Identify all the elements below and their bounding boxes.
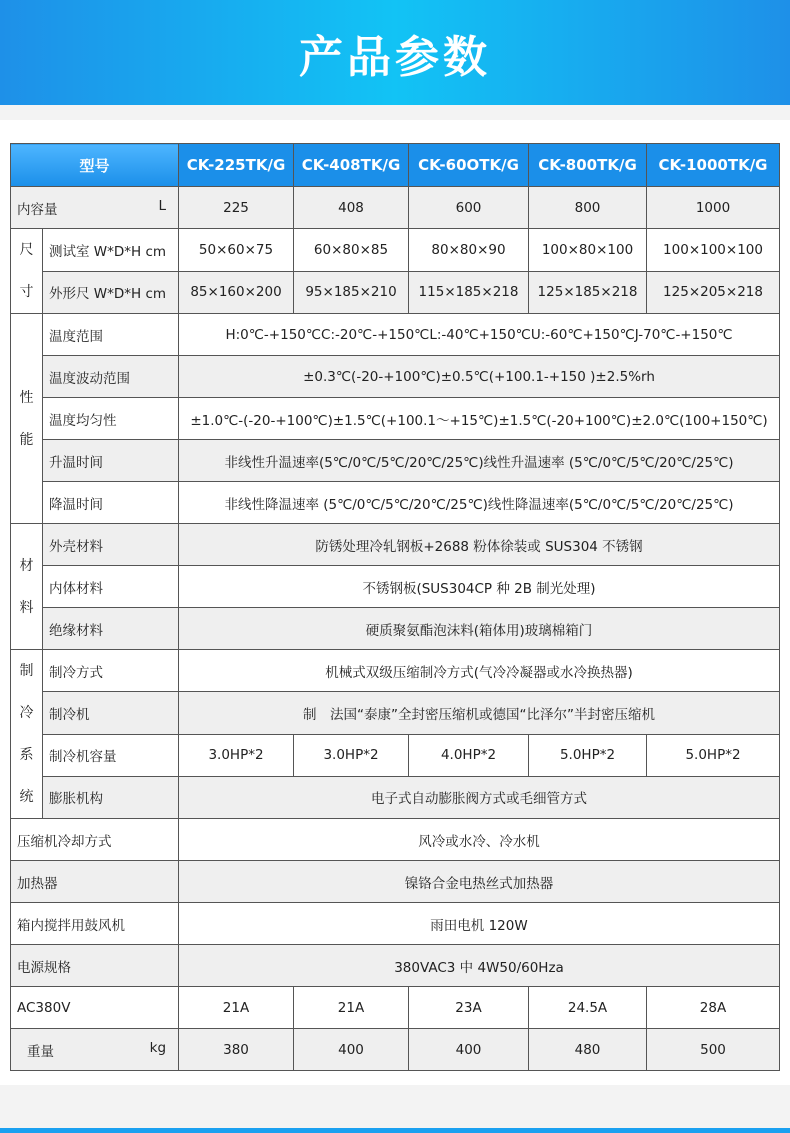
- table-cell: 1000: [647, 187, 780, 229]
- table-row: [11, 819, 780, 861]
- model-name: CK-800TK/G: [529, 144, 647, 187]
- table-row: [11, 271, 780, 314]
- table-cell: 镍铬合金电热丝式加热器: [179, 861, 780, 903]
- table-cell: 408: [294, 187, 409, 229]
- table-cell: 115×185×218: [409, 271, 529, 314]
- row-label: 箱内搅拌用鼓风机: [11, 903, 179, 945]
- table-cell: 3.0HP*2: [294, 734, 409, 776]
- table-row: [11, 987, 780, 1029]
- table-cell: 480: [529, 1029, 647, 1071]
- table-cell: 硬质聚氨酯泡沫料(箱体用)玻璃棉箱门: [179, 608, 780, 650]
- table-cell: 800: [529, 187, 647, 229]
- row-label: 温度均匀性: [43, 398, 179, 440]
- table-cell: 400: [409, 1029, 529, 1071]
- table-cell: 80×80×90: [409, 229, 529, 272]
- table-cell: H:0℃-+150℃C:-20℃-+150℃L:-40℃+150℃U:-60℃+150℃J-70℃-+150℃: [179, 314, 780, 356]
- row-label: 降温时间: [43, 482, 179, 524]
- spec-table: [10, 143, 780, 1071]
- material-group-label: 材 料: [11, 524, 43, 650]
- table-cell: 21A: [179, 987, 294, 1029]
- table-row: [11, 440, 780, 482]
- row-label: 制冷机: [43, 692, 179, 734]
- table-cell: 60×80×85: [294, 229, 409, 272]
- model-name: CK-408TK/G: [294, 144, 409, 187]
- table-cell: 21A: [294, 987, 409, 1029]
- table-cell: 3.0HP*2: [179, 734, 294, 776]
- table-cell: 85×160×200: [179, 271, 294, 314]
- table-cell: 95×185×210: [294, 271, 409, 314]
- table-row: [11, 945, 780, 987]
- row-label: 电源规格: [11, 945, 179, 987]
- size-group-label: 尺 寸: [11, 229, 43, 314]
- table-cell: 28A: [647, 987, 780, 1029]
- table-cell: 不锈钢板(SUS304CP 种 2B 制光处理): [179, 566, 780, 608]
- model-label: 型号: [11, 144, 179, 187]
- row-label: 膨胀机构: [43, 776, 179, 818]
- capacity-label-cell: [11, 187, 179, 229]
- table-cell: 125×185×218: [529, 271, 647, 314]
- table-row: [11, 229, 780, 272]
- weight-label-cell: [11, 1029, 179, 1071]
- table-cell: 防锈处理冷轧钢板+2688 粉体徐装或 SUS304 不锈钢: [179, 524, 780, 566]
- table-row: [11, 692, 780, 734]
- row-label: 压缩机冷却方式: [11, 819, 179, 861]
- table-cell: 非线性升温速率(5℃/0℃/5℃/20℃/25℃)线性升温速率 (5℃/0℃/5℃/20℃/25℃): [179, 440, 780, 482]
- model-name: CK-225TK/G: [179, 144, 294, 187]
- capacity-label: 内容量: [17, 201, 58, 218]
- row-label: 外形尺 W*D*H cm: [43, 271, 179, 314]
- table-row: [11, 650, 780, 692]
- model-name: CK-60OTK/G: [409, 144, 529, 187]
- table-cell: 雨田电机 120W: [179, 903, 780, 945]
- performance-group-label: 性 能: [11, 314, 43, 524]
- row-label: AC380V: [11, 987, 179, 1029]
- table-cell: 电子式自动膨胀阀方式或毛细管方式: [179, 776, 780, 818]
- table-row: [11, 482, 780, 524]
- row-label: 内体材料: [43, 566, 179, 608]
- row-label: 温度范围: [43, 314, 179, 356]
- table-cell: 380VAC3 中 4W50/60Hza: [179, 945, 780, 987]
- weight-label: 重量: [27, 1043, 54, 1060]
- footer-bar: [0, 1128, 790, 1133]
- row-label: 加热器: [11, 861, 179, 903]
- weight-unit: kg: [149, 1039, 167, 1056]
- table-cell: 100×100×100: [647, 229, 780, 272]
- refrigeration-group-label: 制 冷 系 统: [11, 650, 43, 819]
- table-cell: 400: [294, 1029, 409, 1071]
- table-cell: 380: [179, 1029, 294, 1071]
- table-row: [11, 314, 780, 356]
- table-row: [11, 356, 780, 398]
- row-label: 升温时间: [43, 440, 179, 482]
- table-cell: 23A: [409, 987, 529, 1029]
- table-cell: 225: [179, 187, 294, 229]
- table-cell: 4.0HP*2: [409, 734, 529, 776]
- table-cell: 机械式双级压缩制冷方式(气冷冷凝器或水冷换热器): [179, 650, 780, 692]
- row-label: 制冷机容量: [43, 734, 179, 776]
- title-banner: [0, 0, 790, 105]
- row-label: 制冷方式: [43, 650, 179, 692]
- table-row: [11, 398, 780, 440]
- table-cell: 非线性降温速率 (5℃/0℃/5℃/20℃/25℃)线性降温速率(5℃/0℃/5℃/20℃/25℃): [179, 482, 780, 524]
- table-row: [11, 187, 780, 229]
- table-cell: 5.0HP*2: [647, 734, 780, 776]
- table-cell: 24.5A: [529, 987, 647, 1029]
- row-label: 绝缘材料: [43, 608, 179, 650]
- table-row: [11, 1029, 780, 1071]
- table-cell: 600: [409, 187, 529, 229]
- table-cell: 50×60×75: [179, 229, 294, 272]
- table-header-row: [11, 144, 780, 187]
- table-row: [11, 903, 780, 945]
- table-cell: 100×80×100: [529, 229, 647, 272]
- table-cell: ±1.0℃-(-20-+100℃)±1.5℃(+100.1～+15℃)±1.5℃(-20+100℃)±2.0℃(100+150℃): [179, 398, 780, 440]
- table-row: [11, 734, 780, 776]
- table-row: [11, 776, 780, 818]
- table-row: [11, 608, 780, 650]
- table-row: [11, 861, 780, 903]
- table-cell: 制 法国“泰康”全封密压缩机或德国“比泽尔”半封密压缩机: [179, 692, 780, 734]
- table-row: [11, 566, 780, 608]
- row-label: 外壳材料: [43, 524, 179, 566]
- model-name: CK-1000TK/G: [647, 144, 780, 187]
- table-cell: 5.0HP*2: [529, 734, 647, 776]
- table-row: [11, 524, 780, 566]
- page-title: 产品参数: [299, 31, 491, 83]
- table-cell: ±0.3℃(-20-+100℃)±0.5℃(+100.1-+150 )±2.5%rh: [179, 356, 780, 398]
- table-cell: 125×205×218: [647, 271, 780, 314]
- row-label: 测试室 W*D*H cm: [43, 229, 179, 272]
- table-cell: 500: [647, 1029, 780, 1071]
- table-cell: 风冷或水冷、冷水机: [179, 819, 780, 861]
- row-label: 温度波动范围: [43, 356, 179, 398]
- capacity-unit: L: [158, 197, 167, 214]
